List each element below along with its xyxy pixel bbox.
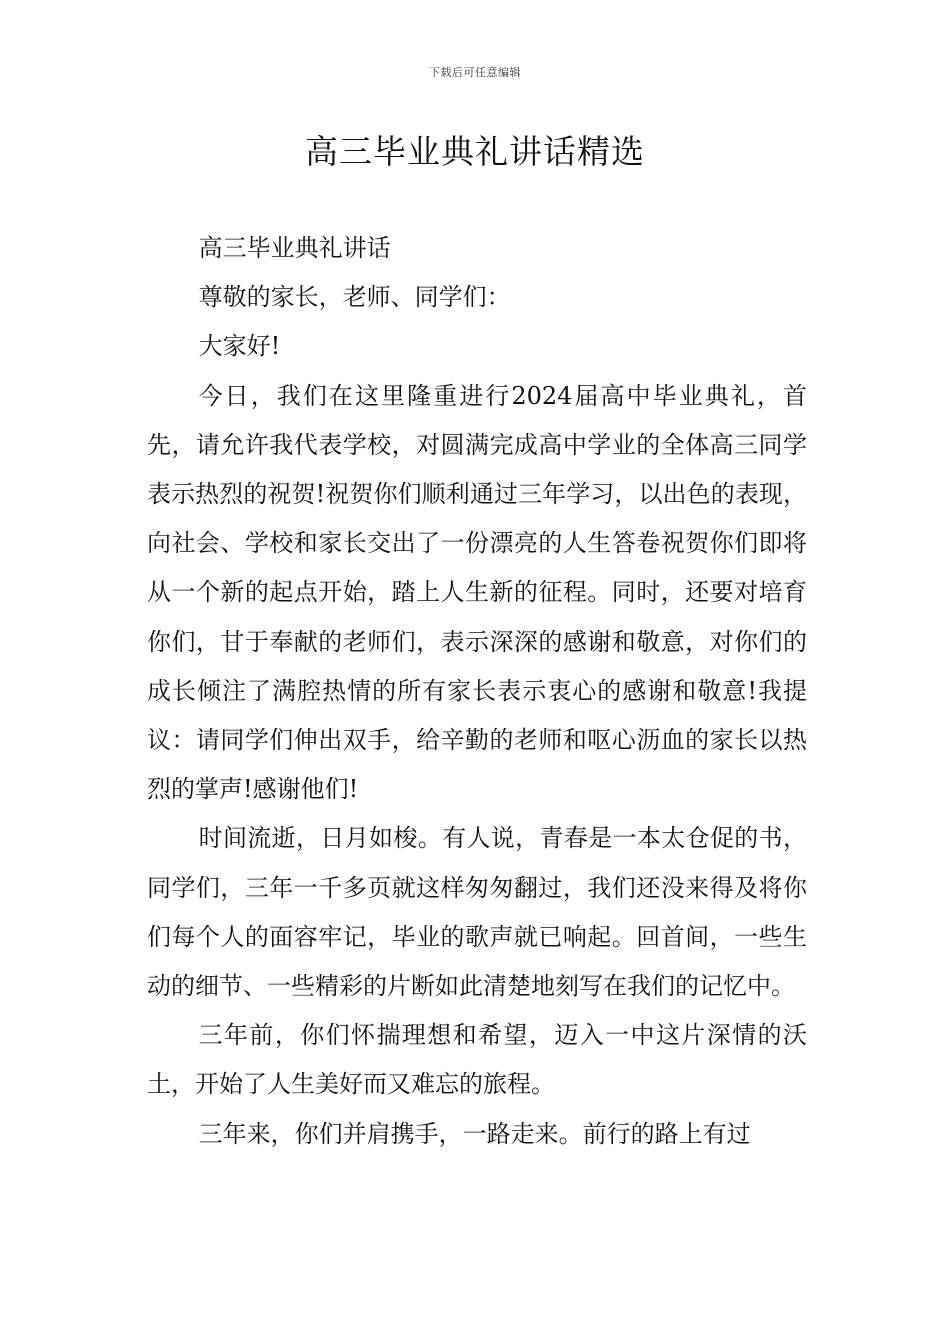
header-note: 下载后可任意编辑 — [429, 66, 521, 79]
paragraph-subtitle: 高三毕业典礼讲话 — [198, 234, 391, 262]
paragraph: 三年前，你们怀揣理想和希望，迈入一中这片深情的沃土，开始了人生美好而又难忘的旅程。 — [147, 1021, 807, 1099]
paragraph-salutation: 尊敬的家长，老师、同学们： — [198, 283, 511, 312]
document-title: 高三毕业典礼讲话精选 — [305, 132, 645, 171]
paragraph: 时间流逝，日月如梭。有人说，青春是一本太仓促的书，同学们，三年一千多页就这样匆匆翻过，我们还没来得及将你们每个人的面容牢记，毕业的歌声就已响起。回首间，一些生动的细节、一些精彩的片断如此清楚地刻写在我们的记忆中。 — [147, 824, 807, 1001]
paragraph: 今日，我们在这里隆重进行2024届高中毕业典礼，首先，请允许我代表学校，对圆满完成高中学业的全体高三同学表示热烈的祝贺!祝贺你们顺利通过三年学习，以出色的表现，向社会、学校和家长交出了一份漂亮的人生答卷祝贺你们即将从一个新的起点开始，踏上人生新的征程。同时，还要对培育你们，甘于奉献的老师们，表示深深的感谢和敬意，对你们的成长倾注了满腔热情的所有家长表示衷心的感谢和敬意!我提议：请同学们伸出双手，给辛勤的老师和呕心沥血的家长以热烈的掌声!感谢他们! — [147, 381, 807, 804]
paragraph: 三年来，你们并肩携手，一路走来。前行的路上有过 — [198, 1119, 751, 1148]
paragraph-greeting: 大家好! — [198, 332, 281, 361]
document-body — [147, 224, 807, 1159]
